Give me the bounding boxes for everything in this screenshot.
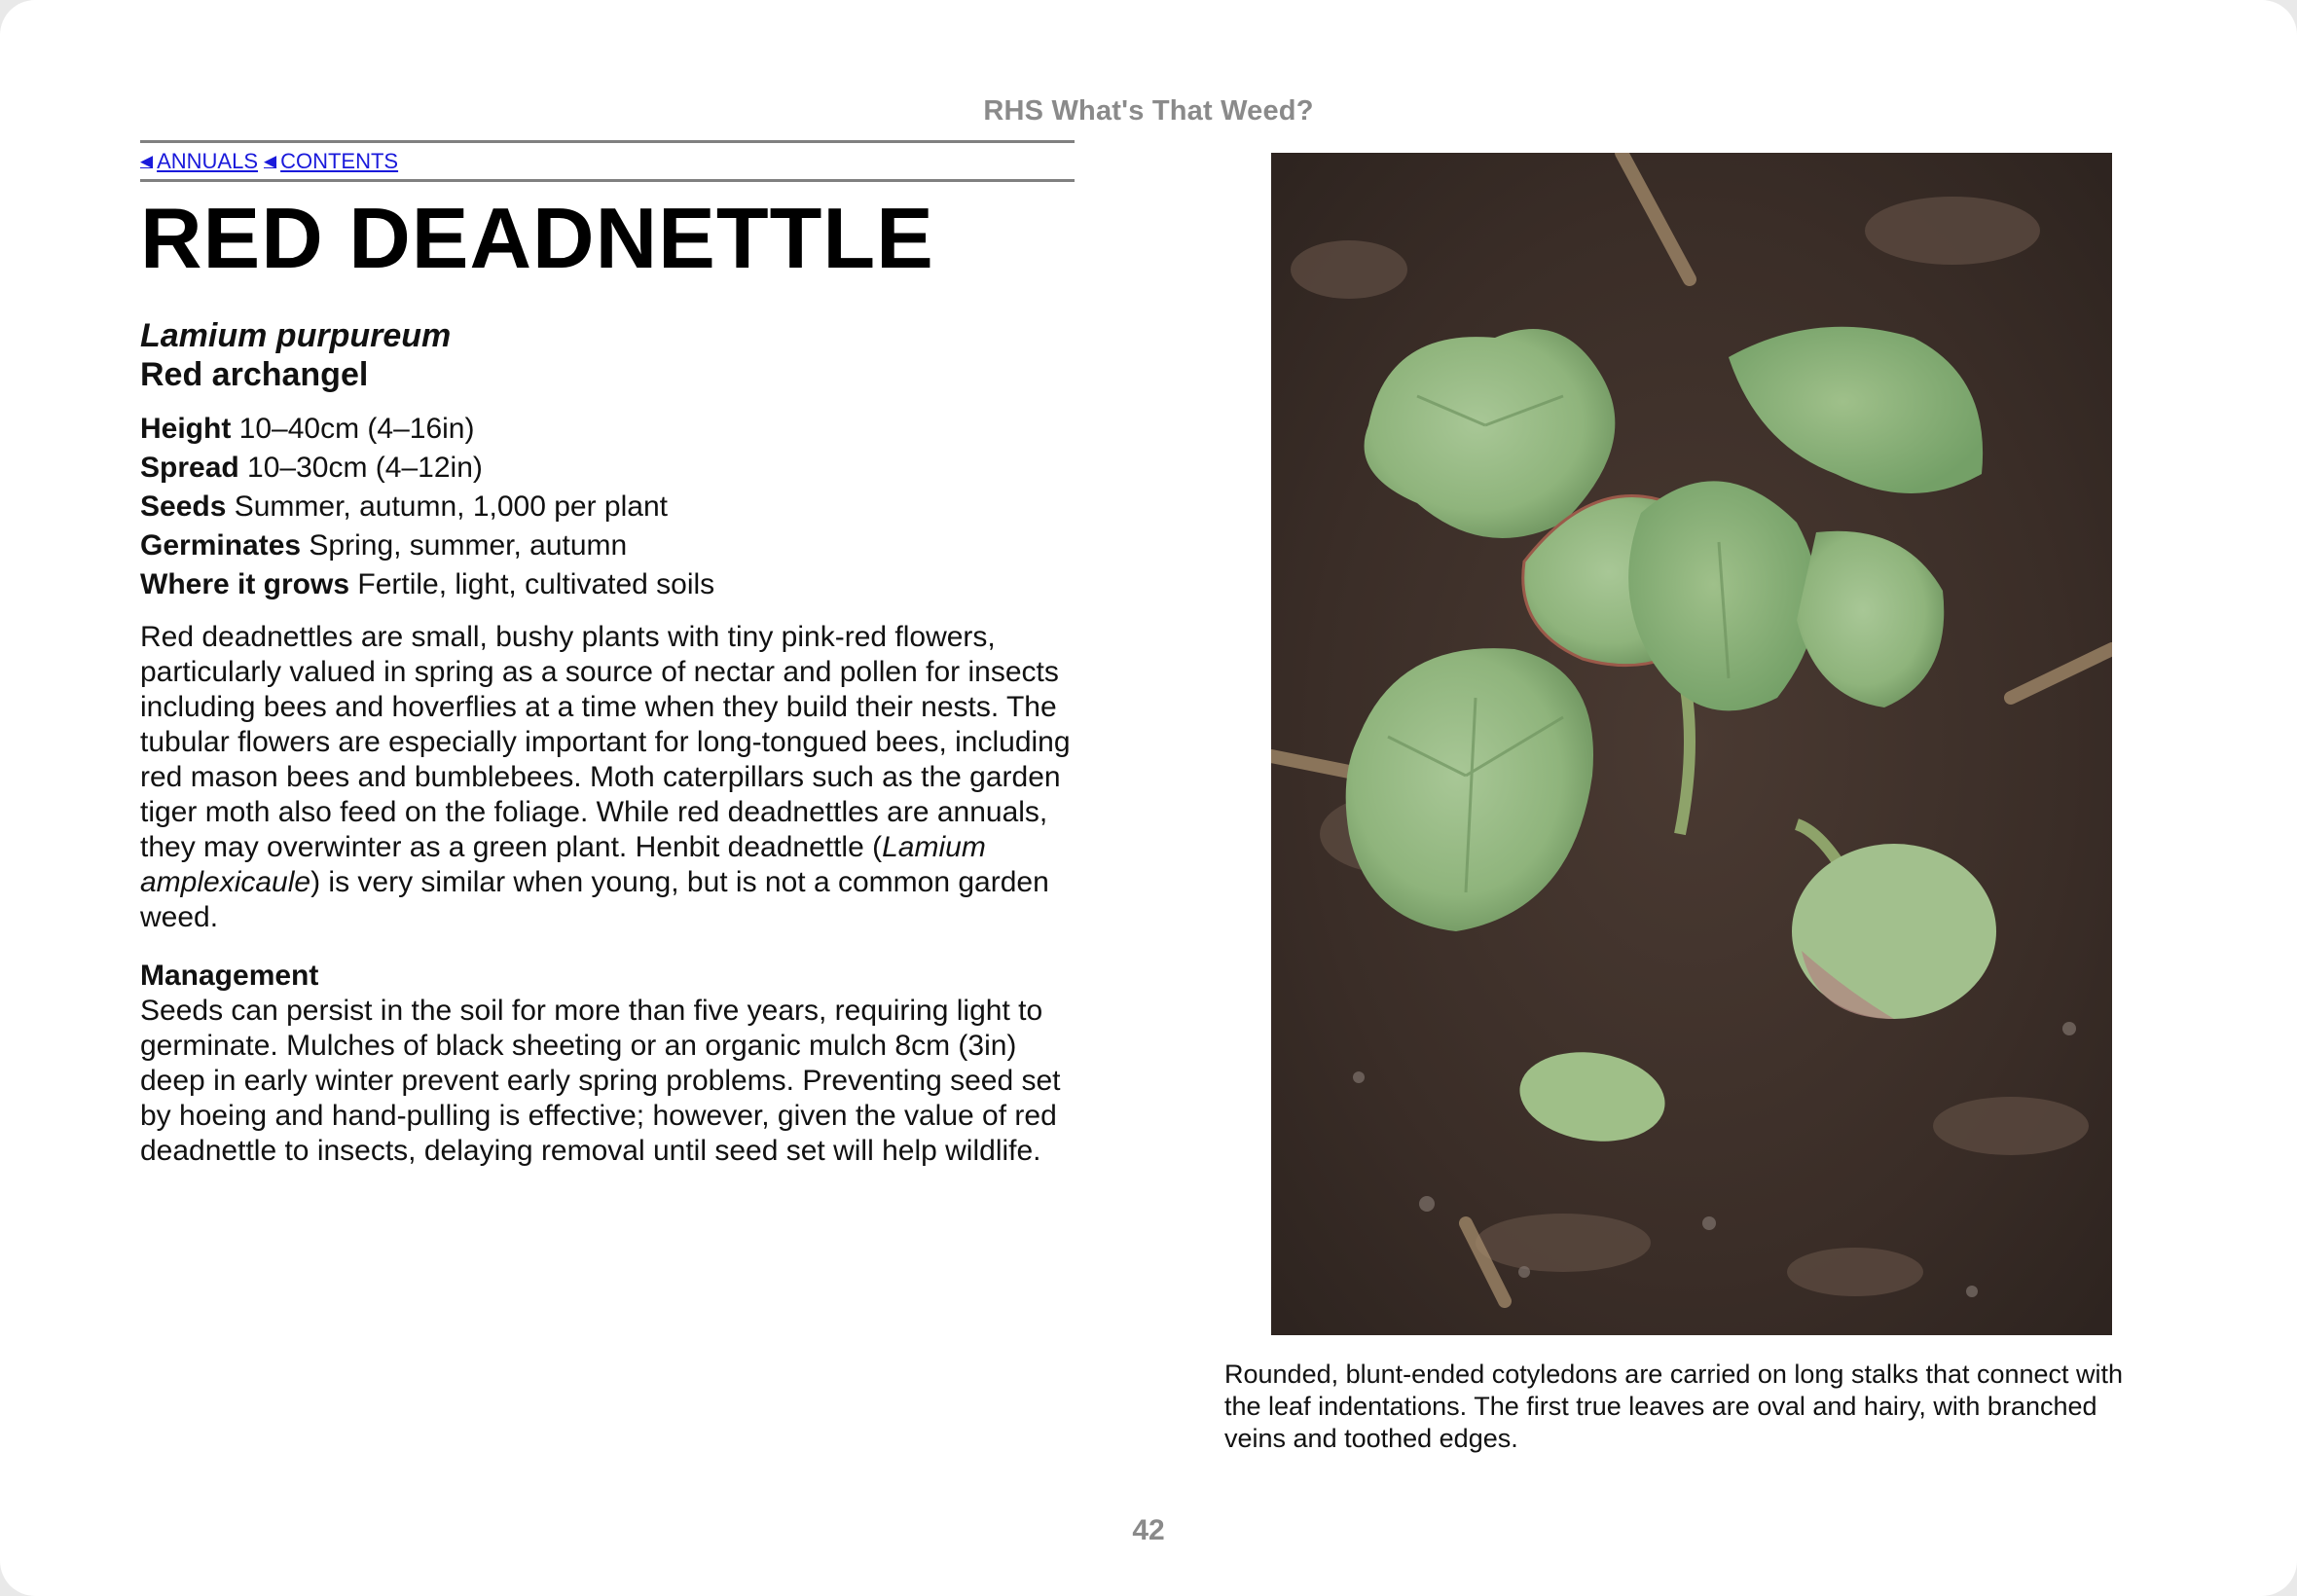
fact-value: 10–30cm (4–12in): [238, 452, 483, 484]
fact-value: Summer, autumn, 1,000 per plant: [226, 490, 668, 523]
back-triangle-icon: ◀: [264, 151, 277, 170]
facts-list: [140, 410, 1075, 604]
fact-value: 10–40cm (4–16in): [231, 413, 475, 445]
fact-label: Height: [140, 413, 232, 445]
common-name: Red archangel: [140, 356, 369, 393]
contents-link[interactable]: [264, 149, 398, 174]
fact-value: Fertile, light, cultivated soils: [349, 568, 715, 600]
description-text-end: ) is very similar when young, but is not a common garden weed.: [140, 866, 1049, 933]
fact-where-it-grows: [140, 565, 1075, 604]
management-heading: Management: [140, 960, 319, 992]
description-italic-name: Lamium amplexicaule: [140, 831, 986, 898]
back-triangle-icon: ◀: [140, 151, 154, 170]
annuals-link-label: ANNUALS: [157, 148, 258, 173]
annuals-link[interactable]: [140, 149, 258, 174]
fact-value: Spring, summer, autumn: [301, 529, 628, 562]
description-paragraph: [140, 620, 1075, 935]
seedling-photo: [1271, 153, 2112, 1335]
contents-link-label: CONTENTS: [280, 148, 399, 173]
fact-label: Spread: [140, 452, 239, 484]
fact-germinates: [140, 526, 1075, 565]
fact-height: [140, 410, 1075, 449]
breadcrumb: [140, 140, 1075, 182]
photo-caption: Rounded, blunt-ended cotyledons are carried on long stalks that connect with the leaf indentations. The first true leaves are oval and hairy, with branched veins and toothed edges.: [1224, 1360, 2124, 1453]
fact-label: Germinates: [140, 529, 302, 562]
description-text: Red deadnettles are small, bushy plants with tiny pink-red flowers, particularly valued in spring as a source of nectar and pollen for insects including bees and hoverflies at a time when they build their nests. The tubular flowers are especially important for long-tongued bees, including red mason bees and bumblebees. Moth caterpillars such as the garden tiger moth also feed on the foliage. While red deadnettles are annuals, they may overwinter as a green plant. Henbit deadnettle (: [140, 621, 1071, 863]
page-title: RED DEADNETTLE: [140, 190, 934, 286]
seedling-illustration: [1271, 153, 2112, 1335]
book-title: RHS What's That Weed?: [983, 95, 1314, 127]
latin-name: Lamium purpureum: [140, 317, 452, 354]
fact-spread: [140, 449, 1075, 488]
page-number: 42: [1132, 1514, 1165, 1546]
management-text: Seeds can persist in the soil for more than five years, requiring light to germinate. Mulches of black sheeting or an organic mulch 8cm (3in) deep in early winter prevent early spring problems. Preventing seed set by hoeing and hand-pulling is effective; however, given the value of red deadnettle to insects, delaying removal until seed set will help wildlife.: [140, 995, 1061, 1167]
fact-label: Seeds: [140, 490, 227, 523]
fact-label: Where it grows: [140, 568, 350, 600]
fact-seeds: [140, 488, 1075, 526]
text-column: [140, 140, 1075, 1169]
